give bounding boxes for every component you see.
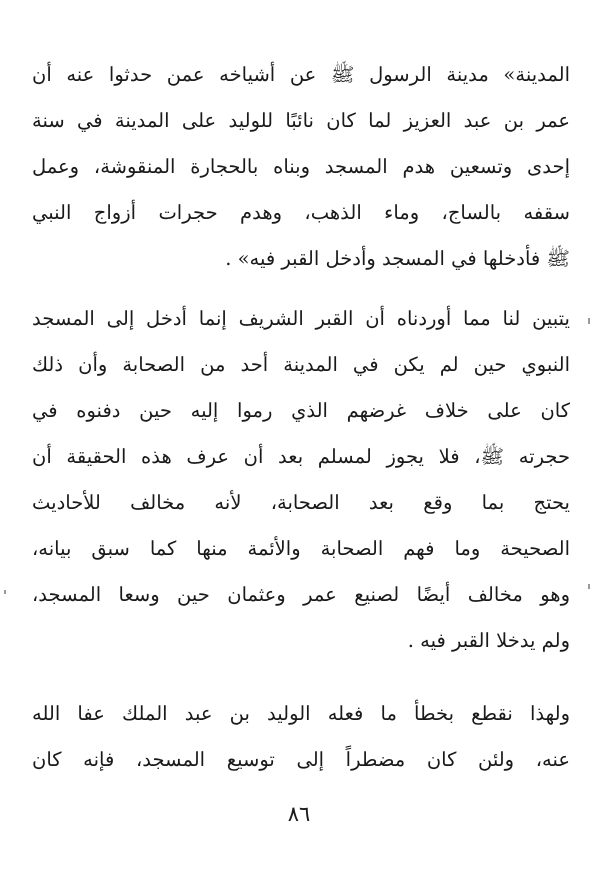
text-line: سقفه بالساج، وماء الذهب، وهدم حجرات أزواج النبي <box>32 201 570 224</box>
scan-edge-mark <box>588 318 590 324</box>
scan-edge-mark <box>588 584 590 589</box>
text-line: الصحيحة وما فهم الصحابة والأئمة منها كما سبق بيانه، <box>32 537 570 560</box>
text-line: كان على خلاف غرضهم الذي رموا إليه حين دفنوه في <box>32 399 570 422</box>
paragraph-2 <box>32 296 570 664</box>
text-line: عنه، ولئن كان مضطراً إلى توسيع المسجد، فإنه كان <box>32 748 570 771</box>
text-line: وهو مخالف أيضًا لصنيع عمر وعثمان حين وسعا المسجد، <box>32 583 570 606</box>
text-line: يتبين لنا مما أوردناه أن القبر الشريف إنما أدخل إلى المسجد <box>32 307 570 330</box>
page-number: ٨٦ <box>287 802 311 826</box>
text-line: إحدى وتسعين هدم المسجد وبناه بالحجارة المنقوشة، وعمل <box>32 155 570 178</box>
text-line: عمر بن عبد العزيز لما كان نائبًا للوليد على المدينة في سنة <box>32 109 570 132</box>
text-line: يحتج بما وقع بعد الصحابة، لأنه مخالف للأحاديث <box>32 491 570 514</box>
scan-edge-mark <box>4 590 6 594</box>
text-line: حجرته ﷺ، فلا يجوز لمسلم بعد أن عرف هذه الحقيقة أن <box>32 445 570 468</box>
paragraph-3 <box>32 691 570 783</box>
text-line: ولهذا نقطع بخطأ ما فعله الوليد بن عبد الملك عفا الله <box>32 702 570 725</box>
paragraph-1 <box>32 52 570 282</box>
text-line: ولم يدخلا القبر فيه . <box>407 629 570 652</box>
text-line: النبوي حين لم يكن في المدينة أحد من الصحابة وأن ذلك <box>32 353 570 376</box>
text-line: المدينة» مدينة الرسول ﷺ عن أشياخه عمن حدثوا عنه أن <box>32 63 570 86</box>
text-line: ﷺ فأدخلها في المسجد وأدخل القبر فيه» . <box>225 247 570 270</box>
